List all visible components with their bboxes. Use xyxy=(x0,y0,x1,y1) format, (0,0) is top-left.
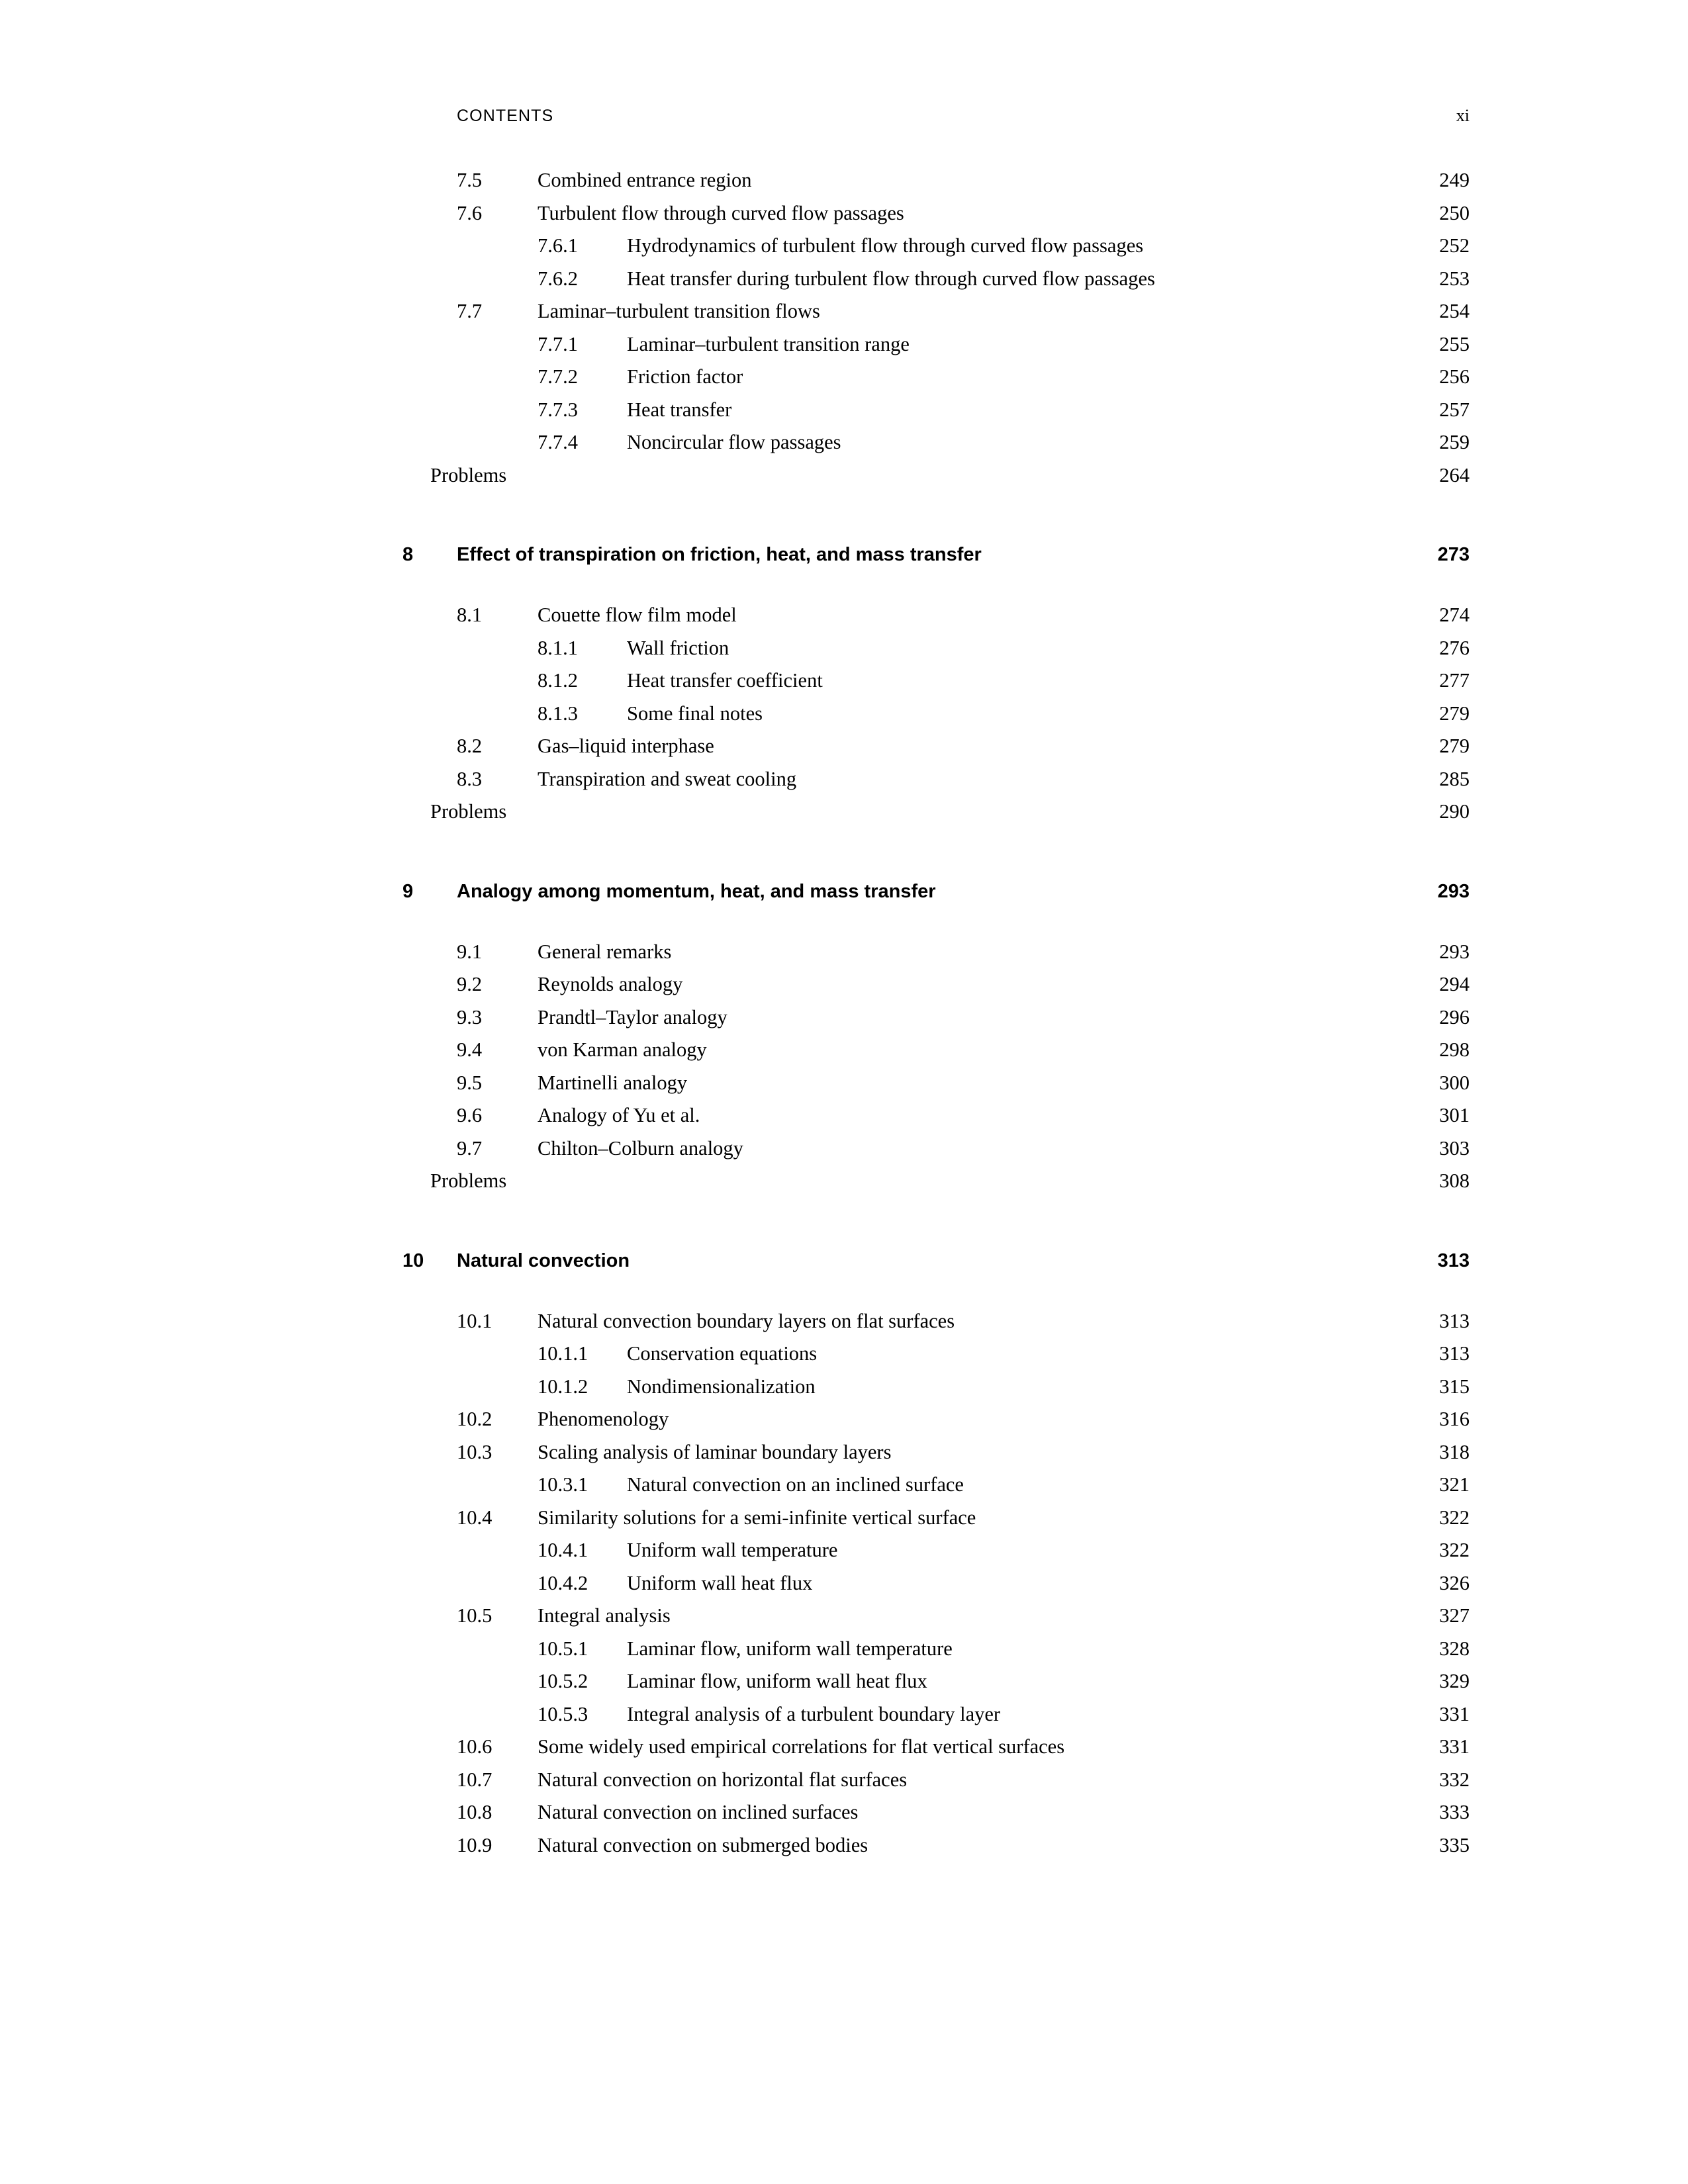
toc-entry-number: 7.6 xyxy=(457,201,483,224)
table-of-contents xyxy=(402,164,1470,1862)
toc-entry-title: Nondimensionalization xyxy=(627,1375,816,1398)
toc-entry-title: Laminar flow, uniform wall heat flux xyxy=(627,1670,927,1692)
toc-entry-number: 10.7 xyxy=(457,1768,492,1791)
toc-entry-number: 10.6 xyxy=(457,1735,492,1758)
toc-entry-number: 10.5.2 xyxy=(538,1670,588,1692)
toc-entry-title: Heat transfer coefficient xyxy=(627,669,823,692)
toc-entry-title: Similarity solutions for a semi-infinite vertical surface xyxy=(538,1506,976,1529)
toc-entry-page-number: 279 xyxy=(1439,702,1470,725)
toc-chapter-row[interactable] xyxy=(402,1244,1470,1277)
toc-entry-page-number: 300 xyxy=(1439,1071,1470,1094)
toc-entry-row[interactable] xyxy=(457,968,1470,1001)
toc-entry-page-number: 294 xyxy=(1439,973,1470,995)
toc-entry-page-number: 328 xyxy=(1439,1637,1470,1660)
toc-entry-number: 7.7.2 xyxy=(538,365,578,388)
toc-entry-title: Some final notes xyxy=(627,702,763,725)
toc-entry-title: Uniform wall temperature xyxy=(627,1539,838,1561)
toc-entry-number: 10.1.1 xyxy=(538,1342,588,1365)
section-spacer xyxy=(457,829,1470,875)
section-spacer xyxy=(457,908,1470,936)
toc-entry-number: 7.7 xyxy=(457,300,483,322)
toc-entry-row[interactable] xyxy=(457,1764,1470,1797)
toc-entry-page-number: 253 xyxy=(1439,267,1470,290)
toc-entry-title: Effect of transpiration on friction, heat, and mass transfer xyxy=(457,544,982,565)
toc-entry-title: Conservation equations xyxy=(627,1342,818,1365)
toc-entry-page-number: 298 xyxy=(1439,1038,1470,1061)
toc-entry-page-number: 254 xyxy=(1439,300,1470,322)
toc-entry-page-number: 285 xyxy=(1439,767,1470,790)
toc-entry-row[interactable] xyxy=(457,164,1470,197)
toc-entry-number: 10.5.1 xyxy=(538,1637,588,1660)
toc-entry-row[interactable] xyxy=(457,698,1470,731)
toc-entry-page-number: 290 xyxy=(1439,800,1470,823)
toc-entry-title: Gas–liquid interphase xyxy=(538,735,714,757)
toc-entry-title: Some widely used empirical correlations for flat vertical surfaces xyxy=(538,1735,1065,1758)
toc-entry-number: 8.1.1 xyxy=(538,636,578,659)
toc-entry-title: Turbulent flow through curved flow passages xyxy=(538,201,904,224)
toc-entry-title: General remarks xyxy=(538,940,672,963)
folio-number: xi xyxy=(1456,106,1470,125)
section-spacer xyxy=(457,492,1470,538)
toc-entry-row[interactable] xyxy=(457,1436,1470,1469)
toc-entry-number: 10.9 xyxy=(457,1833,492,1856)
toc-entry-number: 10.2 xyxy=(457,1408,492,1430)
toc-entry-page-number: 259 xyxy=(1439,431,1470,453)
toc-entry-number: 7.6.2 xyxy=(538,267,578,290)
toc-entry-page-number: 321 xyxy=(1439,1473,1470,1496)
toc-entry-title: Natural convection boundary layers on flat surfaces xyxy=(538,1309,955,1332)
toc-entry-number: 10.4 xyxy=(457,1506,492,1529)
toc-entry-title: Laminar–turbulent transition flows xyxy=(538,300,820,322)
toc-entry-row[interactable] xyxy=(457,1731,1470,1764)
toc-entry-title: Combined entrance region xyxy=(538,169,752,191)
toc-entry-title: Natural convection on horizontal flat surfaces xyxy=(538,1768,908,1791)
toc-entry-page-number: 331 xyxy=(1439,1702,1470,1725)
toc-entry-page-number: 255 xyxy=(1439,332,1470,355)
toc-entry-page-number: 273 xyxy=(1437,544,1470,565)
toc-entry-number: 10.1 xyxy=(457,1309,492,1332)
toc-entry-title: Natural convection on inclined surfaces xyxy=(538,1801,859,1823)
toc-entry-page-number: 322 xyxy=(1439,1506,1470,1529)
toc-entry-page-number: 322 xyxy=(1439,1539,1470,1561)
toc-entry-page-number: 277 xyxy=(1439,669,1470,692)
toc-entry-row[interactable] xyxy=(457,1001,1470,1034)
toc-entry-title: Problems xyxy=(430,800,507,823)
toc-entry-number: 9 xyxy=(402,880,414,902)
toc-entry-title: Analogy among momentum, heat, and mass transfer xyxy=(457,880,936,902)
toc-entry-number: 9.6 xyxy=(457,1104,483,1126)
toc-entry-row[interactable] xyxy=(457,1600,1470,1633)
toc-entry-row[interactable] xyxy=(457,1067,1470,1100)
toc-entry-page-number: 329 xyxy=(1439,1670,1470,1692)
toc-entry-row[interactable] xyxy=(457,426,1470,459)
toc-entry-page-number: 333 xyxy=(1439,1801,1470,1823)
toc-entry-page-number: 257 xyxy=(1439,398,1470,421)
toc-entry-page-number: 326 xyxy=(1439,1571,1470,1594)
toc-entry-page-number: 308 xyxy=(1439,1169,1470,1192)
toc-entry-row[interactable] xyxy=(457,361,1470,394)
toc-entry-row[interactable] xyxy=(457,1698,1470,1731)
toc-entry-number: 10.5 xyxy=(457,1604,492,1627)
toc-entry-row[interactable] xyxy=(457,1665,1470,1698)
toc-entry-title: von Karman analogy xyxy=(538,1038,707,1061)
toc-entry-page-number: 279 xyxy=(1439,735,1470,757)
toc-entry-page-number: 301 xyxy=(1439,1104,1470,1126)
toc-entry-number: 8 xyxy=(402,544,414,565)
toc-entry-row[interactable] xyxy=(457,1796,1470,1829)
toc-entry-page-number: 318 xyxy=(1439,1440,1470,1463)
toc-entry-row[interactable] xyxy=(457,1633,1470,1666)
toc-entry-page-number: 316 xyxy=(1439,1408,1470,1430)
toc-entry-title: Laminar flow, uniform wall temperature xyxy=(627,1637,953,1660)
toc-entry-row[interactable] xyxy=(457,763,1470,796)
toc-entry-page-number: 249 xyxy=(1439,169,1470,191)
toc-entry-row[interactable] xyxy=(457,295,1470,328)
toc-entry-row[interactable] xyxy=(457,1338,1470,1371)
toc-entry-number: 8.3 xyxy=(457,767,483,790)
toc-entry-title: Heat transfer during turbulent flow through curved flow passages xyxy=(627,267,1155,290)
toc-entry-page-number: 313 xyxy=(1439,1309,1470,1332)
toc-entry-number: 7.6.1 xyxy=(538,234,578,257)
toc-entry-row[interactable] xyxy=(457,1403,1470,1436)
toc-entry-number: 10.3.1 xyxy=(538,1473,588,1496)
toc-entry-page-number: 250 xyxy=(1439,201,1470,224)
toc-entry-row[interactable] xyxy=(457,328,1470,361)
toc-entry-title: Transpiration and sweat cooling xyxy=(538,767,797,790)
toc-entry-title: Analogy of Yu et al. xyxy=(538,1104,700,1126)
toc-entry-number: 8.2 xyxy=(457,735,483,757)
toc-entry-page-number: 332 xyxy=(1439,1768,1470,1791)
toc-entry-page-number: 313 xyxy=(1437,1250,1470,1271)
toc-entry-title: Integral analysis of a turbulent boundary layer xyxy=(627,1702,1001,1725)
toc-entry-number: 10.4.1 xyxy=(538,1539,588,1561)
toc-entry-number: 9.2 xyxy=(457,973,483,995)
toc-entry-number: 8.1.3 xyxy=(538,702,578,725)
toc-entry-title: Problems xyxy=(430,1169,507,1192)
toc-entry-row[interactable] xyxy=(457,1305,1470,1338)
toc-entry-row[interactable] xyxy=(457,1534,1470,1567)
toc-entry-number: 7.7.3 xyxy=(538,398,578,421)
toc-entry-number: 10 xyxy=(402,1250,424,1271)
running-head-label: CONTENTS xyxy=(457,107,554,125)
toc-entry-title: Hydrodynamics of turbulent flow through curved flow passages xyxy=(627,234,1144,257)
toc-entry-title: Prandtl–Taylor analogy xyxy=(538,1005,727,1028)
toc-entry-title: Uniform wall heat flux xyxy=(627,1571,813,1594)
section-spacer xyxy=(457,571,1470,599)
toc-entry-row[interactable] xyxy=(430,796,1470,829)
toc-entry-row[interactable] xyxy=(457,599,1470,632)
toc-entry-title: Friction factor xyxy=(627,365,743,388)
toc-entry-title: Heat transfer xyxy=(627,398,732,421)
toc-entry-row[interactable] xyxy=(457,1567,1470,1600)
toc-entry-page-number: 313 xyxy=(1439,1342,1470,1365)
toc-entry-title: Martinelli analogy xyxy=(538,1071,688,1094)
toc-entry-page-number: 293 xyxy=(1439,940,1470,963)
running-head xyxy=(457,106,1470,126)
toc-entry-row[interactable] xyxy=(430,459,1470,492)
toc-entry-row[interactable] xyxy=(457,730,1470,763)
toc-entry-number: 9.1 xyxy=(457,940,483,963)
toc-entry-number: 10.8 xyxy=(457,1801,492,1823)
toc-entry-number: 9.5 xyxy=(457,1071,483,1094)
toc-chapter-row[interactable] xyxy=(402,538,1470,571)
section-spacer xyxy=(457,1277,1470,1305)
toc-entry-page-number: 296 xyxy=(1439,1005,1470,1028)
toc-entry-row[interactable] xyxy=(457,1829,1470,1862)
toc-entry-title: Chilton–Colburn analogy xyxy=(538,1136,743,1160)
toc-entry-number: 7.7.1 xyxy=(538,332,578,355)
toc-entry-number: 10.5.3 xyxy=(538,1702,588,1725)
toc-entry-title: Wall friction xyxy=(627,636,729,659)
toc-entry-row[interactable] xyxy=(457,1034,1470,1067)
toc-entry-page-number: 331 xyxy=(1439,1735,1470,1758)
toc-entry-number: 10.1.2 xyxy=(538,1375,588,1398)
toc-entry-title: Natural convection on an inclined surface xyxy=(627,1473,964,1496)
toc-entry-row[interactable] xyxy=(457,1469,1470,1502)
section-spacer xyxy=(457,1198,1470,1244)
toc-entry-page-number: 264 xyxy=(1439,463,1470,486)
toc-entry-title: Integral analysis xyxy=(538,1604,671,1627)
toc-entry-row[interactable] xyxy=(457,197,1470,230)
toc-entry-page-number: 335 xyxy=(1439,1833,1470,1856)
toc-entry-page-number: 315 xyxy=(1439,1375,1470,1398)
toc-chapter-row[interactable] xyxy=(402,875,1470,908)
toc-entry-row[interactable] xyxy=(457,664,1470,698)
toc-entry-page-number: 327 xyxy=(1439,1604,1470,1627)
toc-entry-row[interactable] xyxy=(457,1132,1470,1165)
toc-entry-row[interactable] xyxy=(457,1099,1470,1132)
toc-entry-title: Scaling analysis of laminar boundary layers xyxy=(538,1440,892,1463)
toc-entry-number: 7.7.4 xyxy=(538,431,578,453)
toc-entry-row[interactable] xyxy=(457,1502,1470,1535)
toc-entry-page-number: 303 xyxy=(1439,1136,1470,1160)
toc-entry-page-number: 252 xyxy=(1439,234,1470,257)
toc-entry-number: 7.5 xyxy=(457,169,483,191)
toc-entry-number: 10.4.2 xyxy=(538,1571,588,1594)
toc-entry-row[interactable] xyxy=(457,230,1470,263)
toc-entry-page-number: 256 xyxy=(1439,365,1470,388)
toc-entry-page-number: 293 xyxy=(1437,880,1470,902)
toc-entry-title: Noncircular flow passages xyxy=(627,431,841,453)
toc-entry-row[interactable] xyxy=(457,1371,1470,1404)
toc-entry-row[interactable] xyxy=(457,936,1470,969)
toc-entry-title: Phenomenology xyxy=(538,1408,669,1430)
toc-entry-title: Problems xyxy=(430,463,507,486)
toc-entry-row[interactable] xyxy=(457,394,1470,427)
toc-entry-number: 9.7 xyxy=(457,1136,483,1160)
toc-entry-title: Laminar–turbulent transition range xyxy=(627,332,910,355)
toc-entry-number: 8.1.2 xyxy=(538,669,578,692)
toc-entry-number: 9.3 xyxy=(457,1005,483,1028)
toc-entry-page-number: 276 xyxy=(1439,636,1470,659)
toc-entry-number: 10.3 xyxy=(457,1440,492,1463)
toc-entry-title: Reynolds analogy xyxy=(538,973,683,995)
toc-entry-title: Couette flow film model xyxy=(538,604,737,626)
toc-entry-row[interactable] xyxy=(457,632,1470,665)
toc-entry-page-number: 274 xyxy=(1439,604,1470,626)
toc-entry-row[interactable] xyxy=(430,1165,1470,1198)
toc-entry-title: Natural convection on submerged bodies xyxy=(538,1833,868,1856)
toc-entry-title: Natural convection xyxy=(457,1250,630,1271)
toc-entry-row[interactable] xyxy=(457,263,1470,296)
toc-entry-number: 9.4 xyxy=(457,1038,483,1061)
toc-entry-number: 8.1 xyxy=(457,604,483,626)
